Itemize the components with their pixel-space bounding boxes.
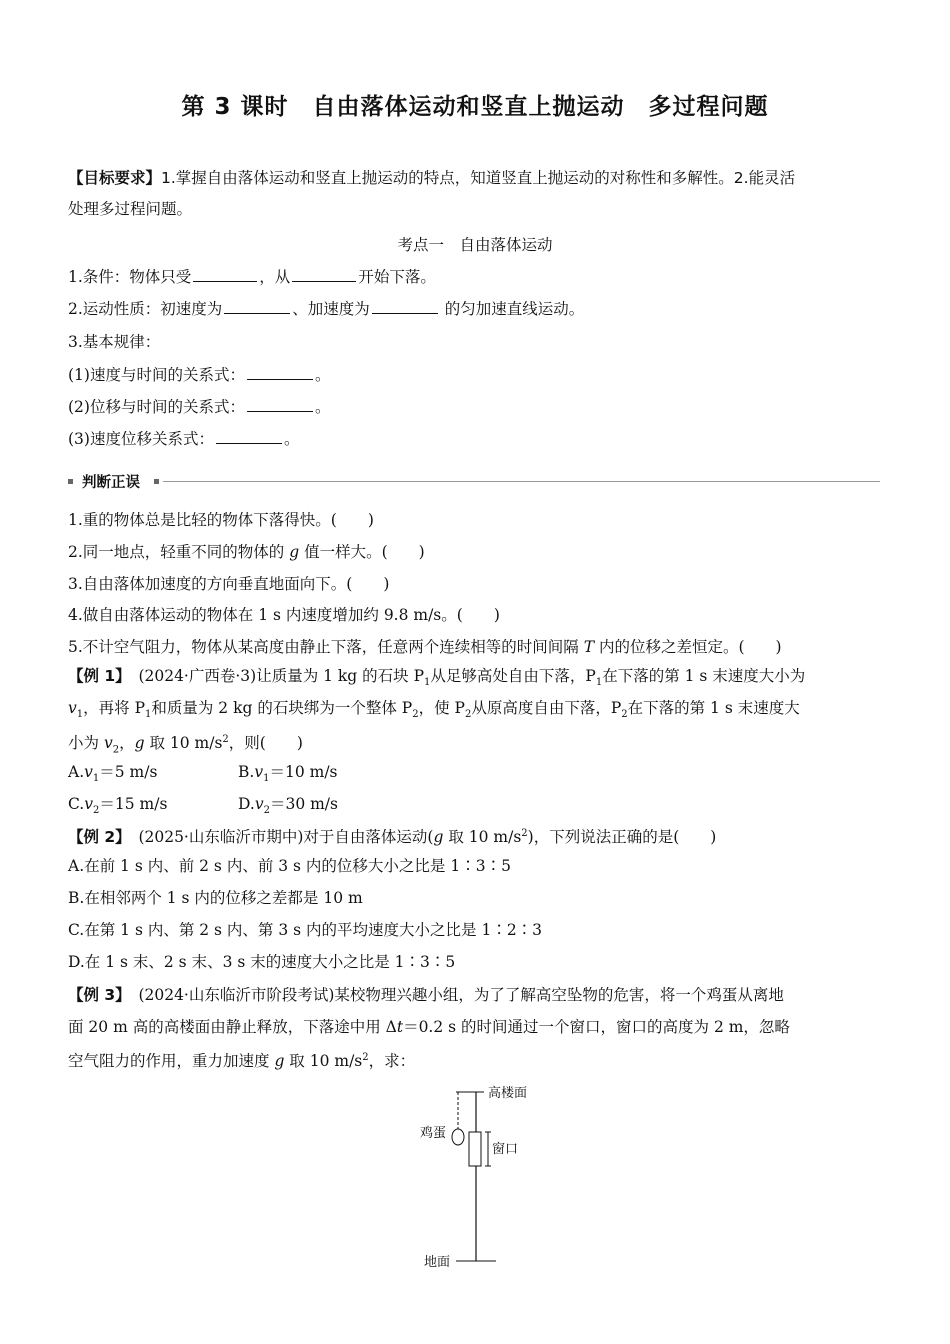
divider [163, 481, 880, 482]
example-label: 【例 2】 [68, 828, 123, 847]
law-3: (3)速度位移关系式： 。 [68, 430, 300, 448]
example-label: 【例 3】 [68, 986, 123, 1004]
example-1-line-3: 小为 $v_2$，g 取 10 $m/s^2$，则( ) [68, 734, 303, 756]
blank[interactable] [193, 266, 257, 282]
page-title: 第 3 课时 自由落体运动和竖直上抛运动 多过程问题 [181, 94, 769, 120]
window-rect [469, 1132, 481, 1166]
example-1-option-d[interactable]: $D.v_2=30$ m/s [238, 795, 338, 817]
law-2: (2)位移与时间的关系式： 。 [68, 398, 331, 416]
egg-drop-figure [410, 1080, 560, 1270]
window-label: 窗口 [492, 1142, 519, 1157]
egg-icon [452, 1129, 464, 1145]
nature-line: 2.运动性质：初速度为 、加速度为 的匀加速直线运动。 [68, 300, 585, 318]
square-bullet-icon [154, 479, 159, 484]
blank[interactable] [292, 266, 356, 282]
example-1-option-c[interactable]: $C.v_2=15$ m/s [68, 795, 168, 817]
example-label: 【例 1】 [68, 667, 123, 685]
blank[interactable] [247, 396, 313, 412]
example-1-option-a[interactable]: $A.v_1=5$ m/s [68, 763, 158, 785]
ground-label: 地面 [424, 1255, 451, 1270]
law-1: (1)速度与时间的关系式： 。 [68, 366, 331, 384]
judge-q2: 2.同一地点，轻重不同的物体的 g 值一样大。( ) [68, 543, 425, 561]
example-3-line-2: 面 20 m 高的高楼面由静止释放，下落途中用 Δt＝0.2 s 的时间通过一个窗口，窗口的高度为 2 m，忽略 [68, 1018, 790, 1036]
judge-q3: 3.自由落体加速度的方向垂直地面向下。( ) [68, 575, 390, 593]
goal-line-2: 处理多过程问题。 [68, 200, 193, 218]
roof-label: 高楼面 [488, 1086, 528, 1101]
blank[interactable] [216, 428, 282, 444]
blank[interactable] [372, 298, 438, 314]
judge-q1: 1.重的物体总是比轻的物体下落得快。( ) [68, 511, 374, 529]
example-2-stem: 【例 2】 (2025·山东临沂市期中)对于自由落体运动(g 取 10 $m/s^2$)，下列说法正确的是( ) [68, 828, 717, 847]
law-title: 3.基本规律： [68, 333, 161, 351]
square-bullet-icon [68, 479, 73, 484]
example-1-option-b[interactable]: $B.v_1=10$ m/s [238, 763, 338, 785]
egg-label: 鸡蛋 [420, 1126, 447, 1141]
condition-line: 1.条件：物体只受 ，从 开始下落。 [68, 268, 436, 286]
example-2-option-c[interactable]: C.在第 1 s 内、第 2 s 内、第 3 s 内的平均速度大小之比是 1∶2∶3 [68, 921, 543, 939]
example-3-line-3: 空气阻力的作用，重力加速度 g 取 10 $m/s^2$，求： [68, 1052, 416, 1071]
example-1-line-1: 【例 1】 (2024·广西卷·3)让质量为 1 kg 的石块 $P_1$从足够高处自由下落，$P_1$在下落的第 1 s 末速度大小为 [68, 667, 806, 689]
example-1-line-2: $v_1$，再将 $P_1$和质量为 2 kg 的石块绑为一个整体 $P_2$，使 $P_2$从原高度自由下落，$P_2$在下落的第 1 s 末速度大 [68, 699, 800, 721]
example-2-option-a[interactable]: A.在前 1 s 内、前 2 s 内、前 3 s 内的位移大小之比是 1∶3∶5 [68, 857, 511, 875]
blank[interactable] [247, 364, 313, 380]
blank[interactable] [224, 298, 290, 314]
judge-q4: 4.做自由落体运动的物体在 1 s 内速度增加约 9.8 m/s。( ) [68, 606, 500, 624]
example-2-option-d[interactable]: D.在 1 s 末、2 s 末、3 s 末的速度大小之比是 1∶3∶5 [68, 953, 456, 971]
example-3-line-1: 【例 3】 (2024·山东临沂市阶段考试)某校物理兴趣小组，为了了解高空坠物的危害，将一个鸡蛋从离地 [68, 986, 784, 1004]
section-heading: 考点一 自由落体运动 [397, 236, 553, 254]
judge-q5: 5.不计空气阻力，物体从某高度由静止下落，任意两个连续相等的时间间隔 T 内的位移之差恒定。( ) [68, 638, 782, 656]
judge-section-bar [68, 471, 880, 491]
goal-label: 【目标要求】 [68, 169, 162, 187]
judge-label: 判断正误 [82, 475, 140, 491]
example-2-option-b[interactable]: B.在相邻两个 1 s 内的位移之差都是 10 m [68, 889, 363, 907]
goal-line-1: 【目标要求】1.掌握自由落体运动和竖直上抛运动的特点，知道竖直上抛运动的对称性和多解性。2.能灵活 [68, 169, 796, 187]
